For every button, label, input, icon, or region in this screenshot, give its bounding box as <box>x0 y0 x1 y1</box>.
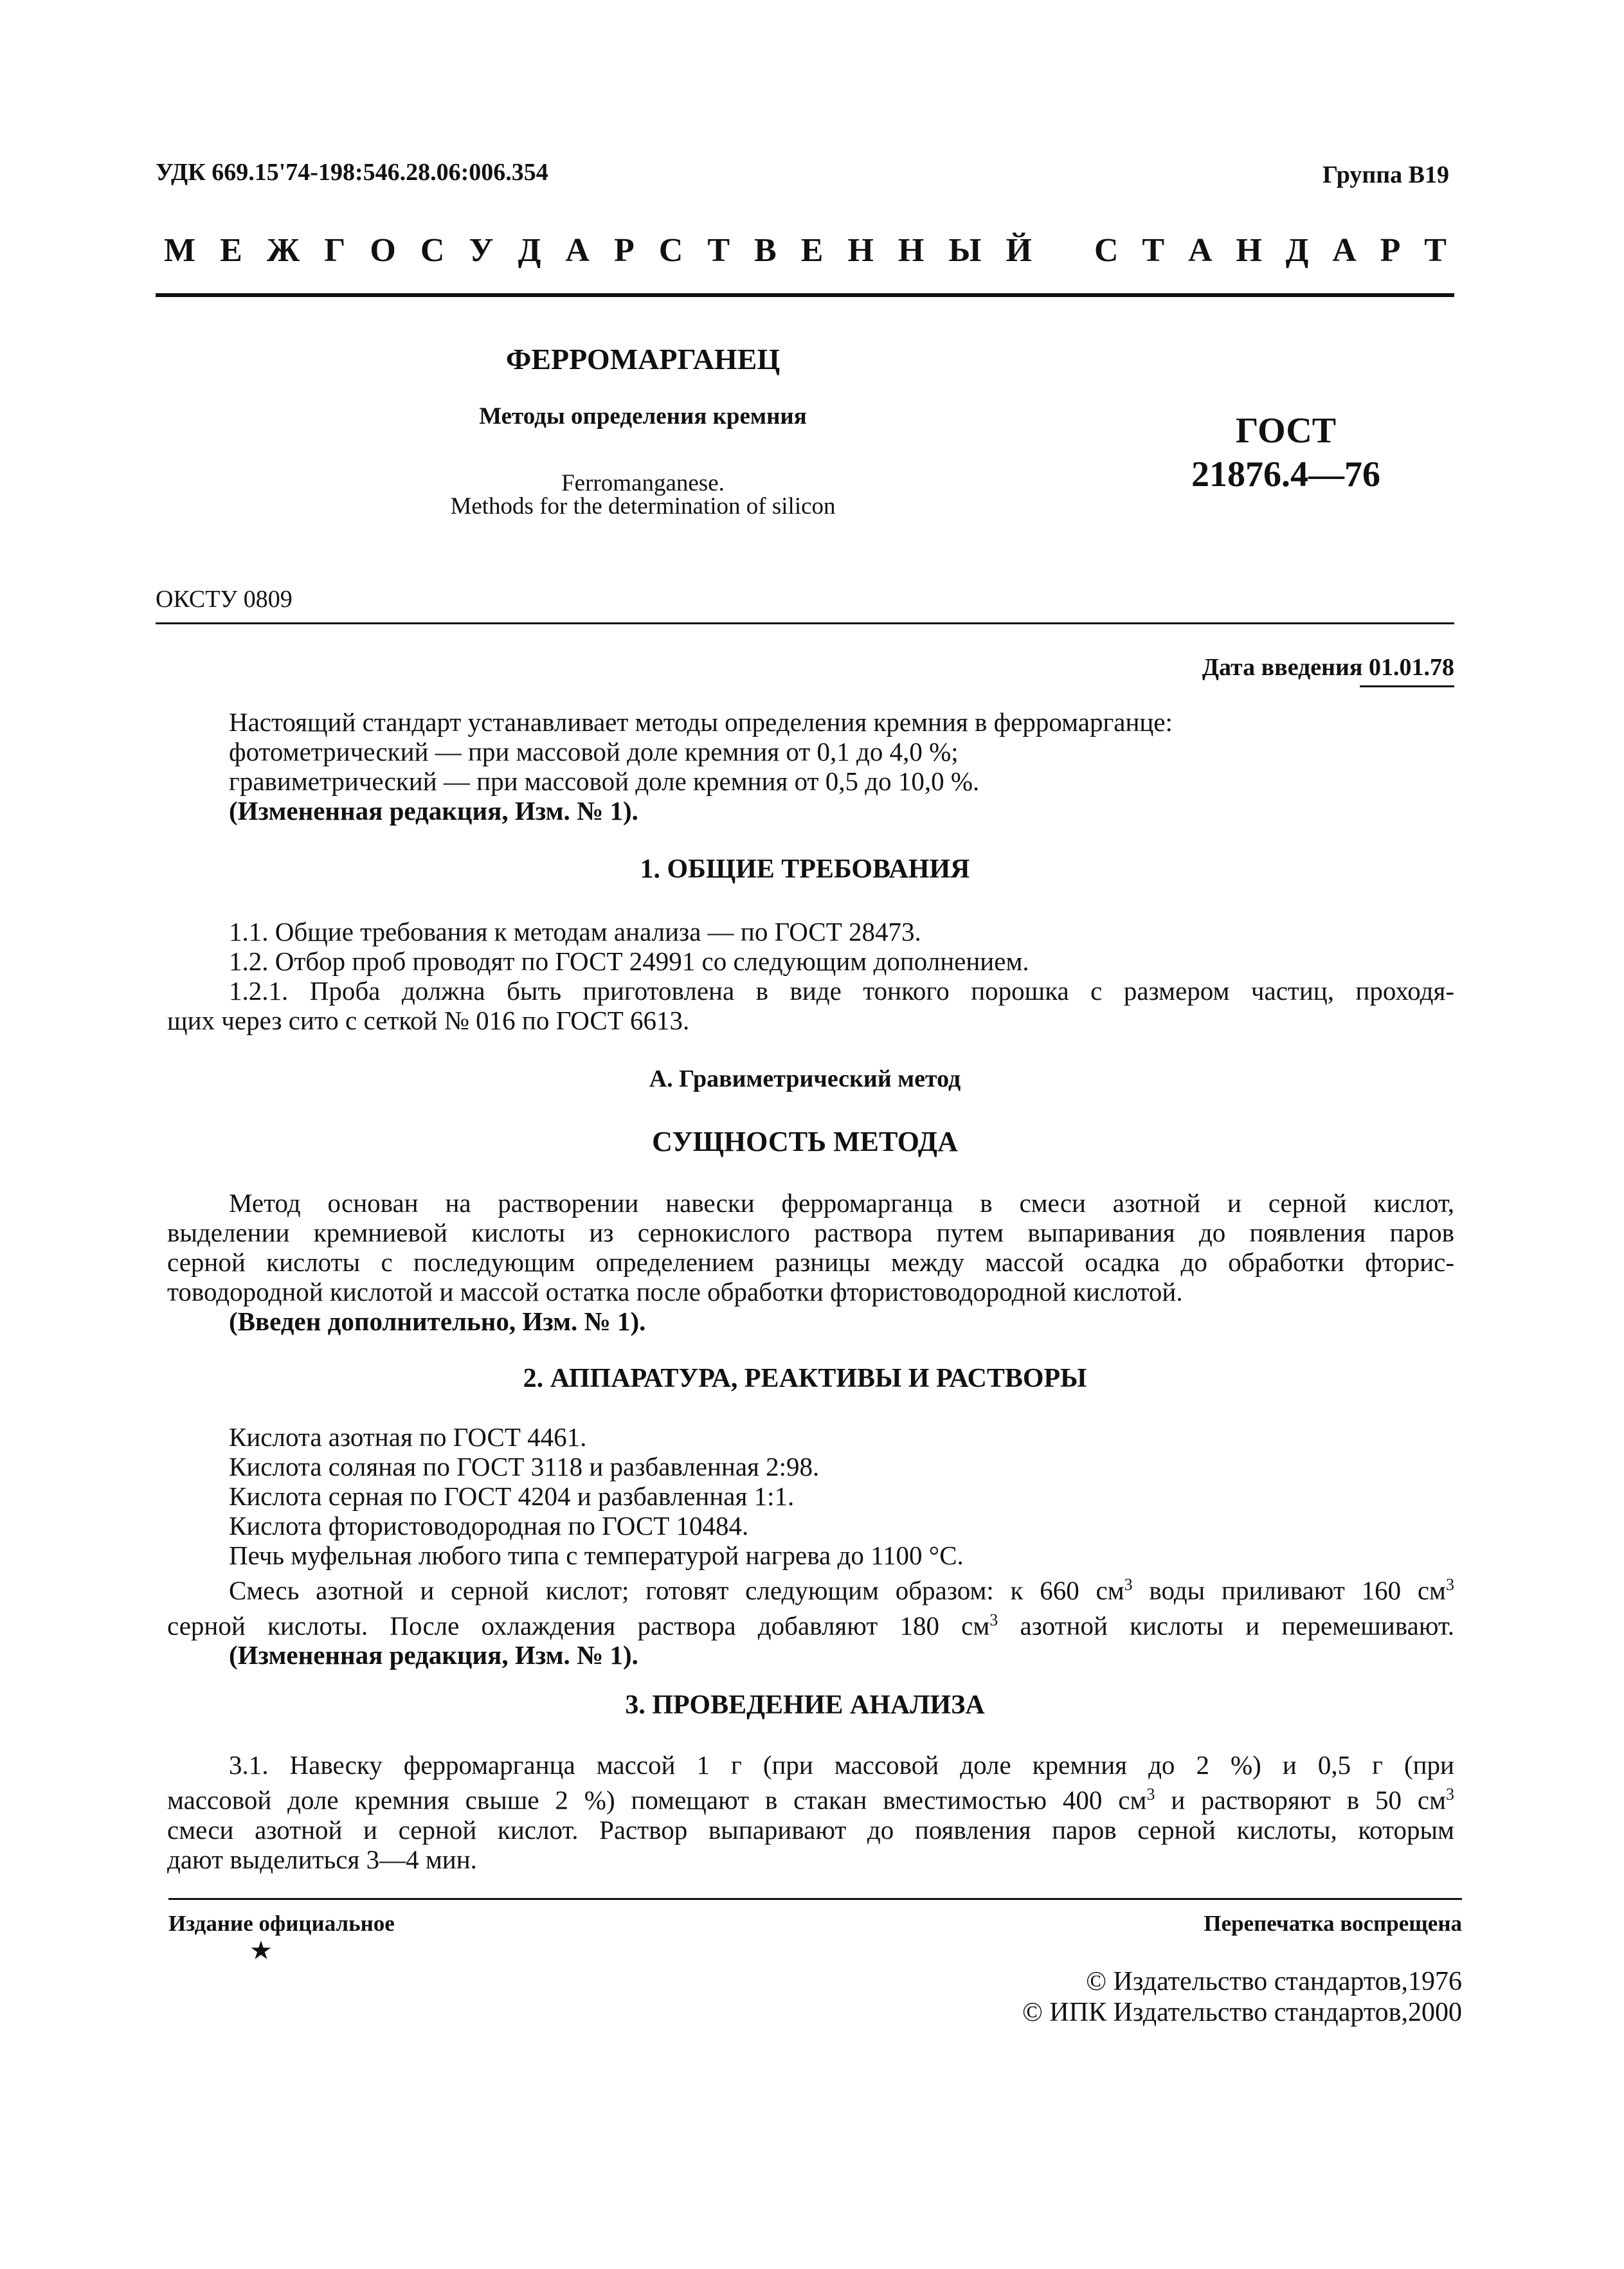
superscript: 3 <box>1146 1785 1155 1803</box>
intro-line: Настоящий стандарт устанавливает методы определения кремния в ферромарганце: <box>229 707 1173 737</box>
banner-letter: Р <box>1380 232 1401 269</box>
english-title-line2: Methods for the determination of silicon <box>450 493 836 520</box>
group-code: Группа В19 <box>1322 161 1449 188</box>
intro-line: фотометрический — при массовой доле кремния от 0,1 до 4,0 %; <box>229 737 959 766</box>
clause-3-1-cont: дают выделиться 3—4 мин. <box>167 1844 477 1874</box>
reagent-item: Кислота фтористоводородная по ГОСТ 10484. <box>229 1511 749 1541</box>
document-title: ФЕРРОМАРГАНЕЦ <box>505 343 780 375</box>
document-subtitle: Методы определения кремния <box>479 403 807 429</box>
clause-3-1-text-a: массовой доле кремния свыше 2 %) помещают в стакан вместимостью 400 см <box>167 1785 1147 1815</box>
banner-letter: Н <box>847 232 874 269</box>
acid-mixture-text-c: серной кислоты. После охлаждения раствора добавляют 180 см <box>167 1611 990 1641</box>
banner-letter: С <box>658 232 683 269</box>
banner-letter: А <box>565 232 590 269</box>
gost-label: ГОСТ <box>1235 411 1337 451</box>
section3-body <box>167 1750 1454 1874</box>
banner-letter: Д <box>1285 232 1309 269</box>
essence-line: Метод основан на растворении навески ферромарганца в смеси азотной и серной кислот, <box>229 1188 1454 1218</box>
essence-line: товодородной кислотой и массой остатка после обработки фтористоводородной кислотой. <box>167 1277 1183 1306</box>
section2-heading: 2. АППАРАТУРА, РЕАКТИВЫ И РАСТВОРЫ <box>523 1364 1087 1393</box>
banner-word-interstate <box>164 231 1032 269</box>
clause-1-1: 1.1. Общие требования к методам анализа — по ГОСТ 28473. <box>229 917 921 946</box>
equipment-item: Печь муфельная любого типа с температурой нагрева до 1100 °С. <box>229 1541 964 1570</box>
reagent-item: Кислота азотная по ГОСТ 4461. <box>229 1422 587 1452</box>
banner-letter: Н <box>898 232 925 269</box>
section1-body <box>167 917 1454 1035</box>
copyright-1976: © Издательство стандартов,1976 <box>1086 1967 1462 1996</box>
banner-letter: Р <box>613 232 635 269</box>
okstu-code: ОКСТУ 0809 <box>156 586 293 613</box>
banner-letter: У <box>469 232 494 269</box>
banner-word-standard <box>1094 231 1447 269</box>
essence-line: серной кислоты с последующим определением разницы между массой осадка до обработки фторис- <box>167 1247 1454 1277</box>
official-edition-label: Издание официальное <box>168 1911 395 1936</box>
banner-letter: Д <box>518 232 541 269</box>
star-icon: ★ <box>249 1936 273 1965</box>
banner-letter: А <box>1332 232 1357 269</box>
acid-mixture-text-b: воды приливают 160 см <box>1132 1575 1446 1605</box>
reagent-item: Кислота соляная по ГОСТ 3118 и разбавленная 2:98. <box>229 1452 820 1481</box>
banner-letter: Е <box>800 232 824 269</box>
banner-letter: С <box>1094 232 1119 269</box>
intro-paragraph <box>229 707 1454 826</box>
banner-letter: О <box>370 232 396 269</box>
clause-3-1-text-b: и растворяют в 50 см <box>1155 1785 1447 1815</box>
amendment-note: (Введен дополнительно, Изм. № 1). <box>229 1306 646 1336</box>
clause-3-1-cont: смеси азотной и серной кислот. Раствор выпаривают до появления паров серной кислоты, которым <box>167 1814 1454 1845</box>
acid-mixture-line <box>167 1570 1454 1605</box>
section2-body <box>167 1422 1454 1670</box>
banner-letter: Н <box>1236 232 1262 269</box>
banner-letter: Й <box>1006 232 1032 269</box>
acid-mixture-line-cont <box>167 1605 1454 1641</box>
standard-banner <box>164 231 1447 276</box>
banner-letter: В <box>754 232 777 269</box>
copyright-2000: © ИПК Издательство стандартов,2000 <box>1022 1998 1462 2027</box>
banner-letter: Т <box>707 232 730 269</box>
reprint-forbidden-label: Перепечатка воспрещена <box>1204 1911 1462 1936</box>
footer-rule <box>168 1898 1462 1900</box>
english-title-line1: Ferromanganese. <box>561 470 725 496</box>
method-essence-heading: СУЩНОСТЬ МЕТОДА <box>652 1126 958 1157</box>
title-rule <box>156 622 1454 624</box>
amendment-note: (Измененная редакция, Изм. № 1). <box>229 796 638 826</box>
udk-code: УДК 669.15'74-198:546.28.06:006.354 <box>156 159 548 186</box>
superscript: 3 <box>989 1610 998 1629</box>
clause-1-2-1: 1.2.1. Проба должна быть приготовлена в виде тонкого порошка с размером частиц, проходя- <box>229 976 1454 1006</box>
banner-letter: Г <box>324 232 346 269</box>
banner-letter: Т <box>1142 232 1165 269</box>
amendment-note: (Измененная редакция, Изм. № 1). <box>229 1640 638 1670</box>
banner-rule <box>156 293 1454 297</box>
clause-3-1-cont <box>167 1780 1454 1815</box>
superscript: 3 <box>1446 1575 1454 1594</box>
intro-date: Дата введения 01.01.78 <box>1202 654 1454 681</box>
banner-letter: Е <box>220 232 242 269</box>
intro-date-underline <box>1360 685 1454 687</box>
superscript: 3 <box>1124 1575 1133 1594</box>
acid-mixture-text-a: Смесь азотной и серной кислот; готовят следующим образом: к 660 см <box>229 1575 1124 1605</box>
method-essence-body <box>167 1188 1454 1336</box>
clause-1-2: 1.2. Отбор проб проводят по ГОСТ 24991 со следующим дополнением. <box>229 946 1029 976</box>
banner-letter: Ж <box>266 232 300 269</box>
banner-letter: Ы <box>948 232 982 269</box>
gost-number: 21876.4—76 <box>1191 455 1380 494</box>
section3-heading: 3. ПРОВЕДЕНИЕ АНАЛИЗА <box>625 1690 985 1720</box>
clause-1-2-1-cont: щих через сито с сеткой № 016 по ГОСТ 6613. <box>167 1006 690 1035</box>
method-a-heading: А. Гравиметрический метод <box>649 1065 961 1092</box>
clause-3-1: 3.1. Навеску ферромарганца массой 1 г (при массовой доле кремния до 2 %) и 0,5 г (при <box>229 1750 1454 1780</box>
reagent-item: Кислота серная по ГОСТ 4204 и разбавленная 1:1. <box>229 1481 795 1511</box>
superscript: 3 <box>1446 1785 1455 1803</box>
banner-letter: А <box>1187 232 1213 269</box>
banner-letter: Т <box>1424 232 1447 269</box>
acid-mixture-text-d: азотной кислоты и перемешивают. <box>998 1611 1455 1641</box>
section1-heading: 1. ОБЩИЕ ТРЕБОВАНИЯ <box>640 854 970 884</box>
essence-line: выделении кремниевой кислоты из сернокислого раствора путем выпаривания до появления паров <box>167 1218 1454 1247</box>
intro-line: гравиметрический — при массовой доле кремния от 0,5 до 10,0 %. <box>229 766 980 796</box>
banner-letter: М <box>164 232 196 269</box>
banner-letter: С <box>420 232 445 269</box>
